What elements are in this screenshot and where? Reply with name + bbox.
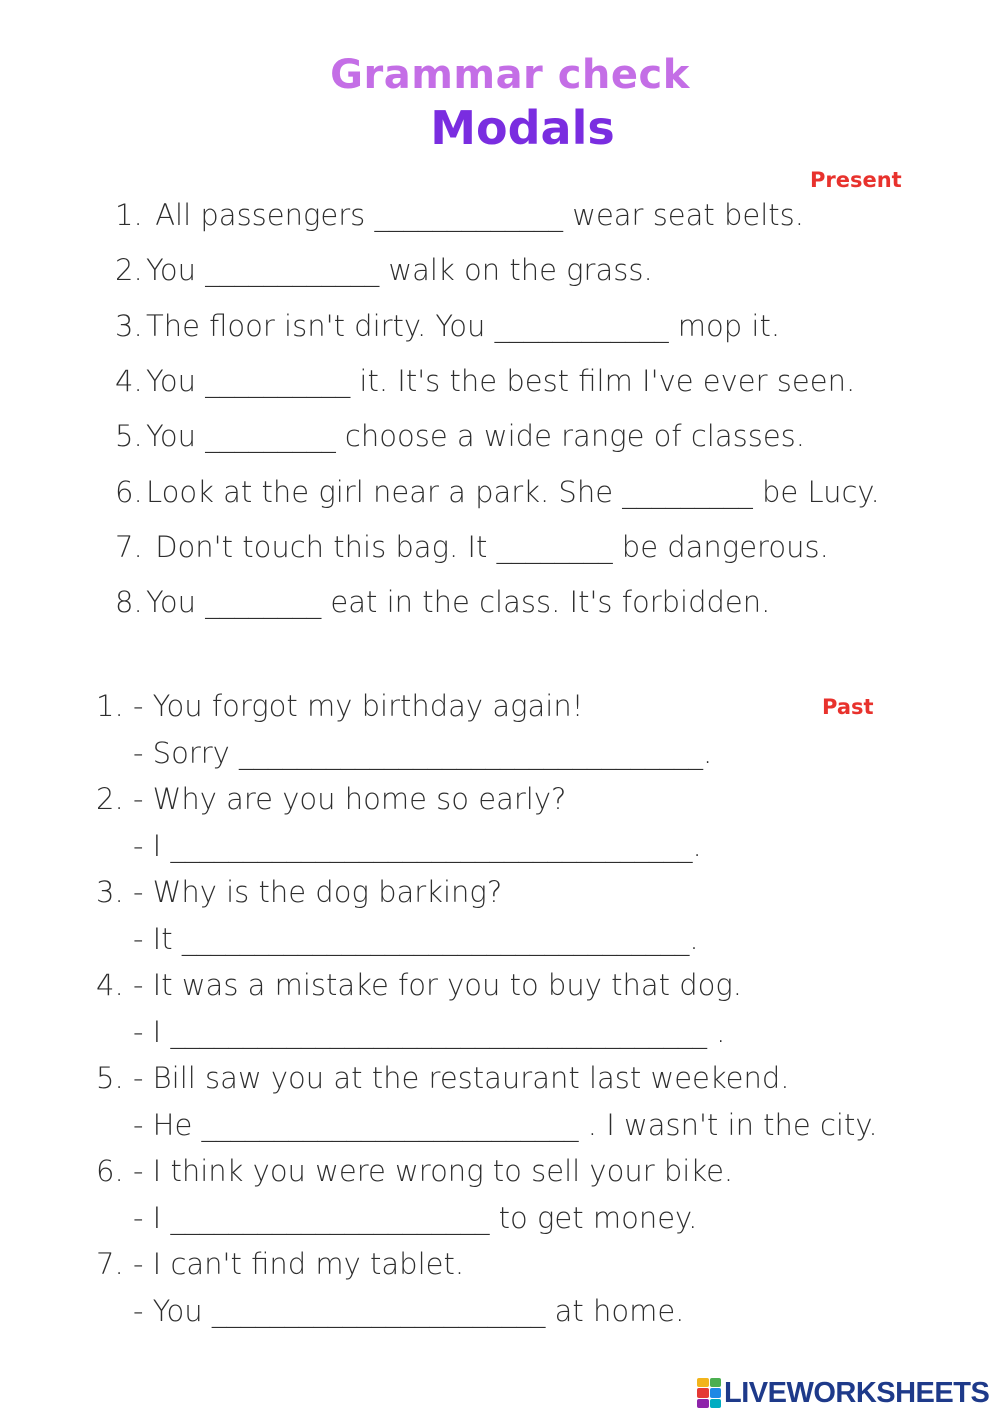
item-text: All passengers _____________ wear seat belts. xyxy=(146,198,805,232)
item-number: 1. xyxy=(115,198,143,232)
logo-tile xyxy=(697,1388,709,1397)
present-item[interactable] xyxy=(115,306,780,346)
past-answer[interactable]: - I ______________________ to get money. xyxy=(133,1201,698,1235)
logo-tile xyxy=(710,1388,722,1397)
item-number: 6. xyxy=(115,475,143,509)
present-item[interactable] xyxy=(115,416,805,456)
past-answer[interactable]: - I _____________________________________ . xyxy=(133,1015,726,1049)
item-text: You __________ it. It's the best film I've ever seen. xyxy=(146,364,856,398)
past-answer[interactable]: - It ___________________________________. xyxy=(133,922,699,956)
present-item[interactable] xyxy=(115,361,855,401)
item-text: You ________ eat in the class. It's forbidden. xyxy=(146,585,771,619)
past-question xyxy=(96,965,742,1005)
past-answer[interactable]: - I ____________________________________. xyxy=(133,829,702,863)
question-text: - I think you were wrong to sell your bike. xyxy=(133,1154,734,1188)
past-answer[interactable]: - He __________________________ . I wasn't in the city. xyxy=(133,1108,878,1142)
item-text: You ____________ walk on the grass. xyxy=(146,253,653,287)
item-number: 2. xyxy=(115,253,143,287)
present-item[interactable] xyxy=(115,527,829,567)
item-number: 4. xyxy=(115,364,143,398)
question-text: - You forgot my birthday again! xyxy=(133,689,584,723)
item-text: The floor isn't dirty. You ____________ mop it. xyxy=(146,309,781,343)
question-text: - Bill saw you at the restaurant last weekend. xyxy=(133,1061,790,1095)
question-text: - It was a mistake for you to buy that dog. xyxy=(133,968,742,1002)
past-question xyxy=(96,1244,464,1284)
worksheet-subtitle: Modals xyxy=(430,101,615,155)
past-question xyxy=(96,686,583,726)
present-section-label: Present xyxy=(810,168,902,192)
worksheet-title: Grammar check xyxy=(330,52,690,98)
present-item[interactable] xyxy=(115,472,880,512)
item-number: 6. xyxy=(96,1154,124,1188)
past-section-label: Past xyxy=(822,695,874,719)
past-answer[interactable]: - You _______________________ at home. xyxy=(133,1294,685,1328)
question-text: - Why are you home so early? xyxy=(133,782,567,816)
item-number: 5. xyxy=(96,1061,124,1095)
present-item[interactable] xyxy=(115,582,770,622)
logo-tile xyxy=(697,1378,709,1387)
logo-grid-icon xyxy=(697,1378,721,1408)
item-text: Don't touch this bag. It ________ be dangerous. xyxy=(146,530,829,564)
item-number: 3. xyxy=(96,875,124,909)
item-text: Look at the girl near a park. She _________ be Lucy. xyxy=(146,475,880,509)
item-text: You _________ choose a wide range of classes. xyxy=(146,419,805,453)
logo-tile xyxy=(697,1399,709,1408)
item-number: 1. xyxy=(96,689,124,723)
question-text: - Why is the dog barking? xyxy=(133,875,503,909)
item-number: 4. xyxy=(96,968,124,1002)
past-answer[interactable]: - Sorry ________________________________. xyxy=(133,736,713,770)
past-question xyxy=(96,872,502,912)
question-text: - I can't find my tablet. xyxy=(133,1247,465,1281)
item-number: 8. xyxy=(115,585,143,619)
present-item[interactable] xyxy=(115,195,804,235)
logo-tile xyxy=(710,1399,722,1408)
item-number: 7. xyxy=(96,1247,124,1281)
item-number: 2. xyxy=(96,782,124,816)
past-question xyxy=(96,1151,733,1191)
past-question xyxy=(96,779,566,819)
item-number: 3. xyxy=(115,309,143,343)
item-number: 5. xyxy=(115,419,143,453)
logo-text: LIVEWORKSHEETS xyxy=(724,1376,990,1409)
logo-tile xyxy=(710,1378,722,1387)
past-question xyxy=(96,1058,790,1098)
item-number: 7. xyxy=(115,530,143,564)
present-item[interactable] xyxy=(115,250,653,290)
liveworksheets-logo xyxy=(697,1376,993,1410)
